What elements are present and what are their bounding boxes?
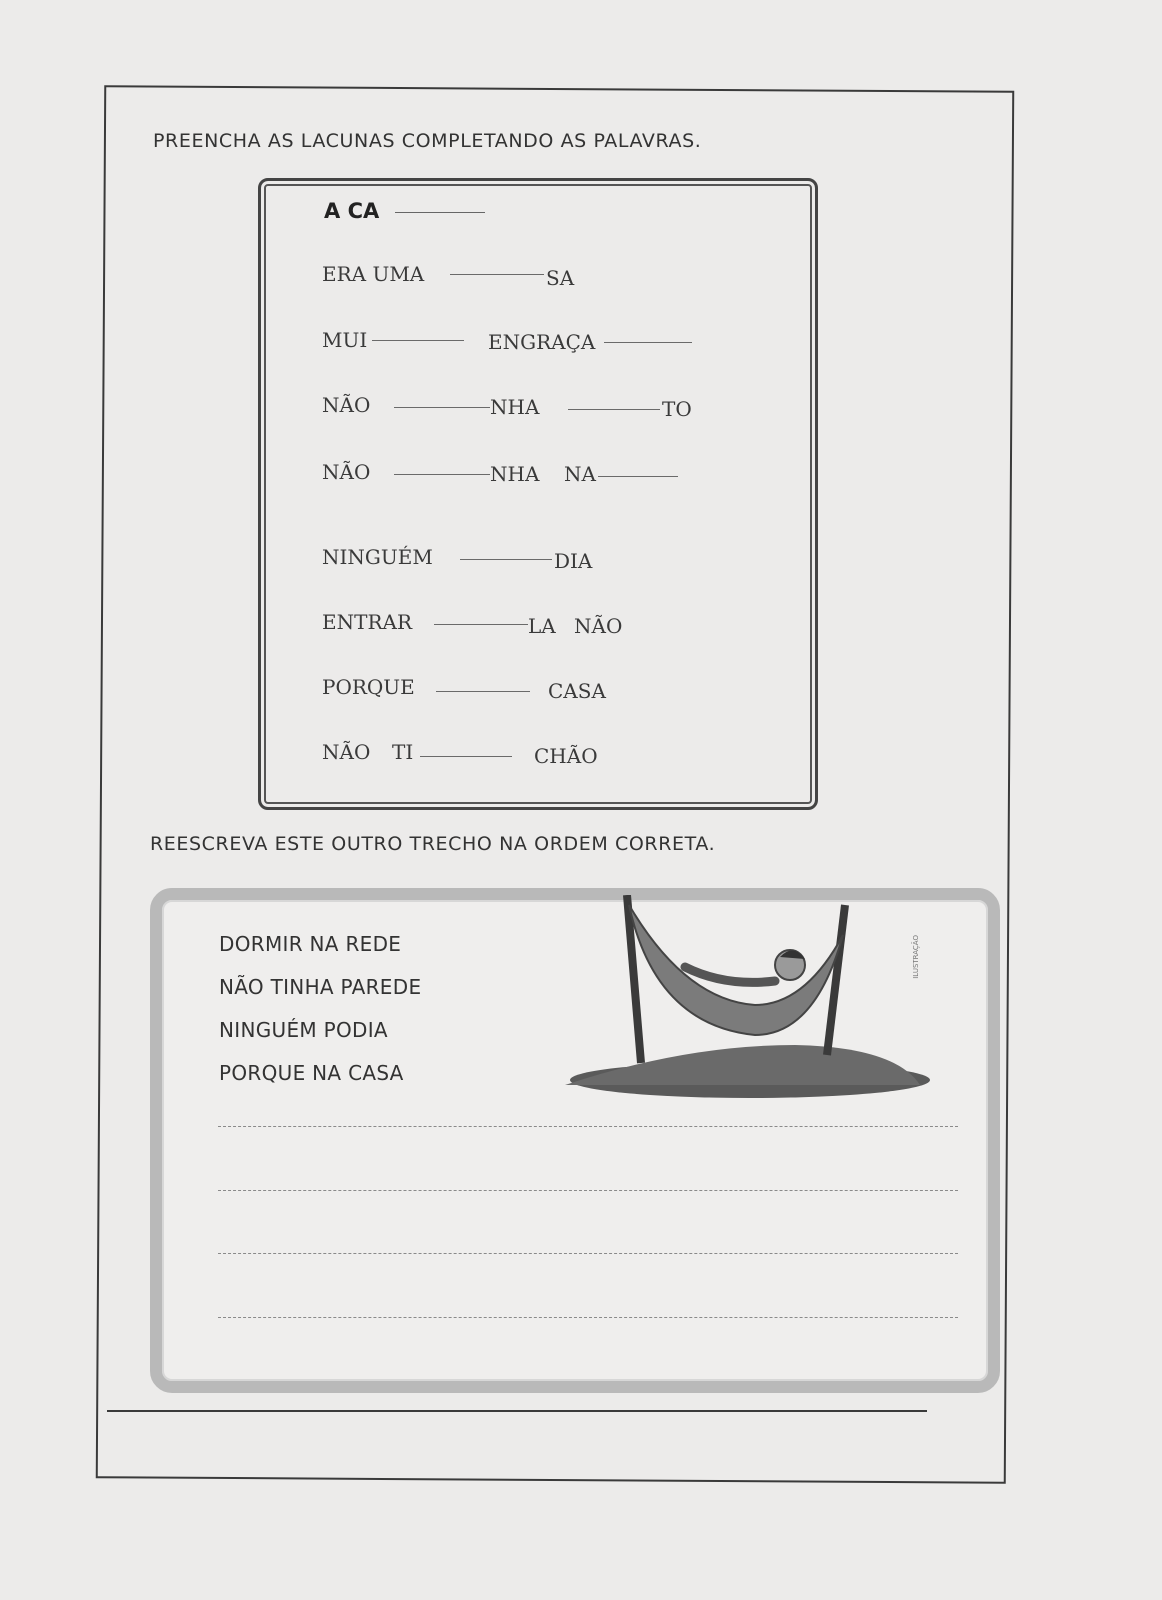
- blank[interactable]: [372, 340, 464, 341]
- blank[interactable]: [604, 342, 692, 343]
- blank[interactable]: [598, 476, 678, 477]
- blank[interactable]: [460, 559, 552, 560]
- child-body: [685, 967, 775, 982]
- writing-line[interactable]: [218, 1126, 958, 1127]
- word: ENTRAR: [322, 610, 412, 634]
- word: NHA: [490, 395, 540, 419]
- word: NÃO: [322, 393, 371, 417]
- blank[interactable]: [450, 274, 544, 275]
- blank[interactable]: [420, 756, 512, 757]
- poem-title: [324, 199, 485, 223]
- word: NA: [564, 462, 596, 486]
- scrambled-line: DORMIR NA REDE: [219, 932, 402, 956]
- blank[interactable]: [394, 474, 490, 475]
- scrambled-line: NINGUÉM PODIA: [219, 1018, 388, 1042]
- blank[interactable]: [394, 407, 490, 408]
- poem-title-text: A CA: [324, 199, 380, 223]
- title-gap[interactable]: [395, 211, 485, 213]
- writing-line[interactable]: [218, 1190, 958, 1191]
- hammock: [629, 905, 843, 1035]
- scrambled-line: NÃO TINHA PAREDE: [219, 975, 422, 999]
- word: NÃO: [574, 614, 623, 638]
- illustration-credit: ILUSTRAÇÃO: [912, 935, 920, 979]
- blank[interactable]: [434, 624, 528, 625]
- word: NHA: [490, 462, 540, 486]
- right-post: [827, 905, 845, 1055]
- word: ERA UMA: [322, 262, 425, 286]
- word: PORQUE: [322, 675, 415, 699]
- word: CASA: [548, 679, 606, 703]
- bottom-rule: [107, 1410, 927, 1412]
- word: ENGRAÇA: [488, 330, 596, 354]
- word: MUI: [322, 328, 368, 352]
- hammock-illustration: [565, 895, 935, 1100]
- scrambled-lines: [219, 923, 421, 1095]
- rewrite-instruction: REESCREVA ESTE OUTRO TRECHO NA ORDEM CORRETA.: [150, 833, 716, 855]
- word: TO: [662, 397, 692, 421]
- word: LA: [528, 614, 556, 638]
- writing-line[interactable]: [218, 1253, 958, 1254]
- word: NINGUÉM: [322, 545, 433, 569]
- word: SA: [546, 266, 575, 290]
- scrambled-line: PORQUE NA CASA: [219, 1061, 404, 1085]
- blank[interactable]: [568, 409, 660, 410]
- grass-mound: [565, 1045, 920, 1085]
- word: NÃO: [322, 460, 371, 484]
- fill-instruction: PREENCHA AS LACUNAS COMPLETANDO AS PALAVRAS.: [153, 130, 702, 152]
- word: CHÃO: [534, 744, 598, 768]
- writing-line[interactable]: [218, 1317, 958, 1318]
- blank[interactable]: [436, 691, 530, 692]
- word: DIA: [554, 549, 593, 573]
- word: NÃO: [322, 740, 371, 764]
- word: TI: [392, 740, 414, 764]
